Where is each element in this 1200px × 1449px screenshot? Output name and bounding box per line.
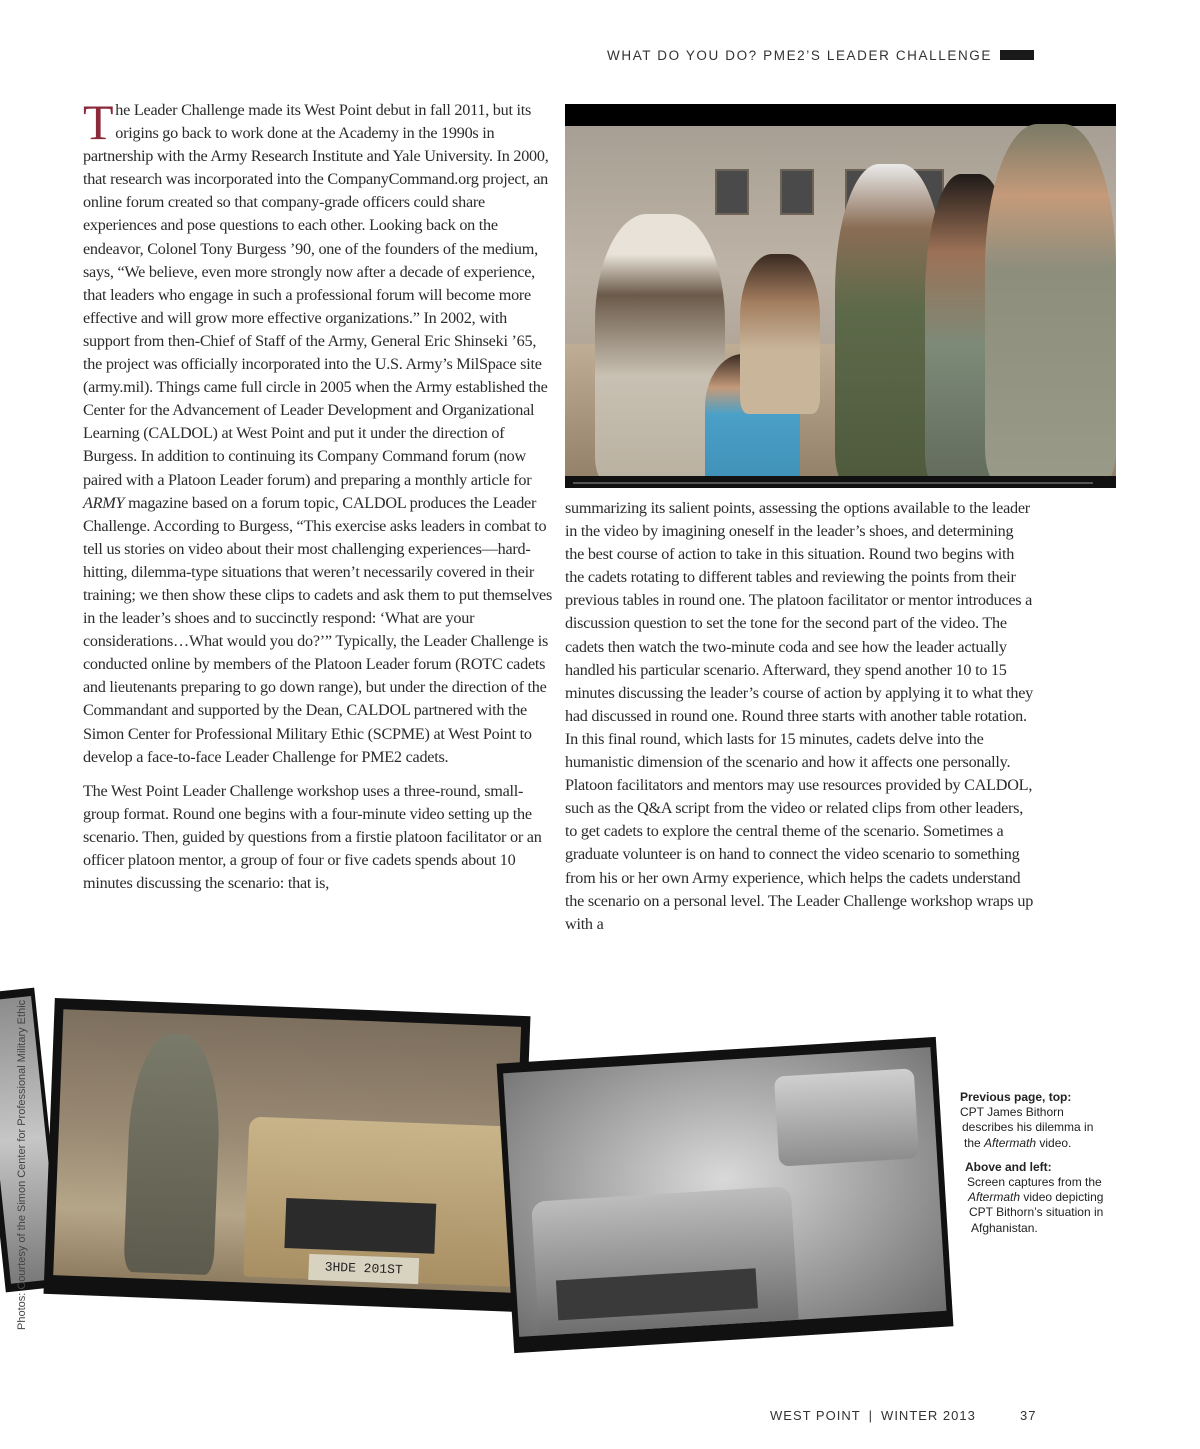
video-progress-track — [573, 482, 1093, 484]
photo-boy-figure — [740, 254, 820, 414]
article-paragraph-3: summarizing its salient points, assessing the options available to the leader in the video by imagining oneself in the leader’s shoes, and determining the best course of action to take in this situation. Round two begins with the cadets rotating to different tables and reviewing the points from their previous tables in round one. The platoon facilitator or mentor introduces a discussion question to set the tone for the second part of the video. The cadets then watch the two-minute coda and see how the leader actually handled his particular scenario. Afterward, they spend another 10 to 15 minutes discussing the leader’s course of action by applying it to what they had discussed in round one. Round three starts with another table rotation. In this final round, which lasts for 15 minutes, cadets delve into the humanistic dimension of the scenario and how it affects one personally. Platoon facilitators and mentors may use resources provided by CALDOL, such as the Q&A script from the video or related clips from other leaders, to get cadets to explore the central theme of the scenario. Sometimes a graduate volunteer is on hand to connect the video scenario to something from his or her own Army experience, which helps the cadets understand the scenario on a personal level. The Leader Challenge workshop wraps up with a — [565, 499, 1034, 933]
caption-video-title: Aftermath — [968, 1190, 1021, 1205]
running-header — [600, 46, 1034, 64]
photo-humvee-background — [774, 1068, 919, 1166]
caption-line: Afghanistan. — [971, 1220, 1038, 1235]
caption-text: video. — [1036, 1135, 1072, 1150]
caption-line: describes his dilemma in — [962, 1120, 1094, 1135]
caption-line: Screen captures from the — [967, 1175, 1102, 1190]
photo-window — [715, 169, 749, 215]
article-paragraph-1 — [83, 94, 553, 769]
caption-heading-above-left: Above and left: — [965, 1159, 1052, 1174]
photo-humvee-dust — [497, 1037, 954, 1353]
article-paragraph-2: The West Point Leader Challenge workshop uses a three-round, small-group format. Round one begins with a four-minute video setting up the scenario. Then, guided by questions from a firstie platoon facilitator or an officer platoon mentor, a group of four or five cadets spends about 10 minutes discussing the scenario: that is, — [83, 781, 542, 893]
paragraph-1-end: magazine based on a forum topic, CALDOL produces the Leader Challenge. According to Burgess, “This exercise asks leaders in combat to tell us stories on video about their most challenging experiences—hard-hitting, dilemma-type situations that weren’t necessarily covered in their training; we then show these clips to cadets and ask them to put themselves in the leader’s shoes and to succinctly respond: ‘What are your considerations…What would you do?’” Typically, the Leader Challenge is conducted online by members of the Platoon Leader forum (ROTC cadets and lieutenants preparing to go down range), but under the direction of the Commandant and supported by the Dean, CALDOL partnered with the Simon Center for Professional Military Ethic (SCPME) at West Point to develop a face-to-face Leader Challenge for PME2 cadets. — [83, 493, 553, 766]
article-column-left — [83, 94, 553, 895]
caption-video-title: Aftermath — [984, 1135, 1037, 1150]
photo-us-soldier-figure — [985, 124, 1116, 484]
caption-line: CPT James Bithorn — [960, 1105, 1064, 1120]
photo-truck-plate: 3HDE 201ST — [308, 1254, 419, 1284]
photo-credit: Photos: Courtesy of the Simon Center for Professional Military Ethic — [16, 999, 28, 1330]
paragraph-1-text: he Leader Challenge made its West Point debut in fall 2011, but its origins go back to work done at the Academy in the 1990s in partnership with the Army Research Institute and Yale University. In 2000, that research was incorporated into the CompanyCommand.org project, an online forum created so that company-grade officers could share experiences and pose questions to each other. Looking back on the endeavor, Colonel Tony Burgess ’90, one of the founders of the medium, says, “We believe, even more strongly now after a decade of experience, that leaders who engage in such a professional forum will become more effective and will grow more effective organizations.” In 2002, with support from then-Chief of Staff of the Army, General Eric Shinseki ’65, the project was officially incorporated into the U.S. Army’s MilSpace site (army.mil). Things came full circle in 2005 when the Army established the Center for the Advancement of Leader Development and Organizational Learning (CALDOL) at West Point and put it under the direction of Burgess. In addition to continuing its Company Command forum (now paired with a Platoon Leader forum) and preparing a monthly article for — [83, 101, 549, 489]
caption-line — [968, 1190, 1135, 1205]
caption-text: the — [964, 1135, 985, 1150]
drop-cap: T — [83, 94, 114, 150]
caption-heading-previous-page: Previous page, top: — [960, 1090, 1072, 1104]
caption-section-2 — [965, 1160, 1135, 1236]
photo-humvee-scene — [503, 1047, 946, 1337]
header-bar-decoration — [1000, 50, 1034, 60]
photo-soldier-aiming — [123, 1032, 222, 1275]
footer-issue: WINTER 2013 — [881, 1408, 976, 1423]
photo-window — [780, 169, 814, 215]
footer-separator: | — [868, 1408, 874, 1423]
photo-caption — [960, 1090, 1135, 1236]
caption-line — [964, 1136, 1135, 1151]
caption-text: video depicting — [1020, 1190, 1104, 1205]
video-control-bar — [565, 476, 1116, 488]
photo-soldier-truck — [47, 1001, 528, 1309]
photo-truck-grille — [284, 1198, 436, 1254]
footer-publication: WEST POINT — [770, 1408, 861, 1423]
page-number: 37 — [1020, 1408, 1037, 1423]
caption-line: CPT Bithorn’s situation in — [969, 1205, 1104, 1220]
photo-village-meeting — [565, 104, 1116, 488]
running-header-title: WHAT DO YOU DO? PME2’S LEADER CHALLENGE — [607, 47, 992, 63]
article-column-right — [565, 497, 1035, 936]
page-footer — [770, 1408, 1070, 1426]
photo-truck-scene — [53, 1009, 521, 1292]
magazine-title-army: ARMY — [83, 493, 125, 512]
